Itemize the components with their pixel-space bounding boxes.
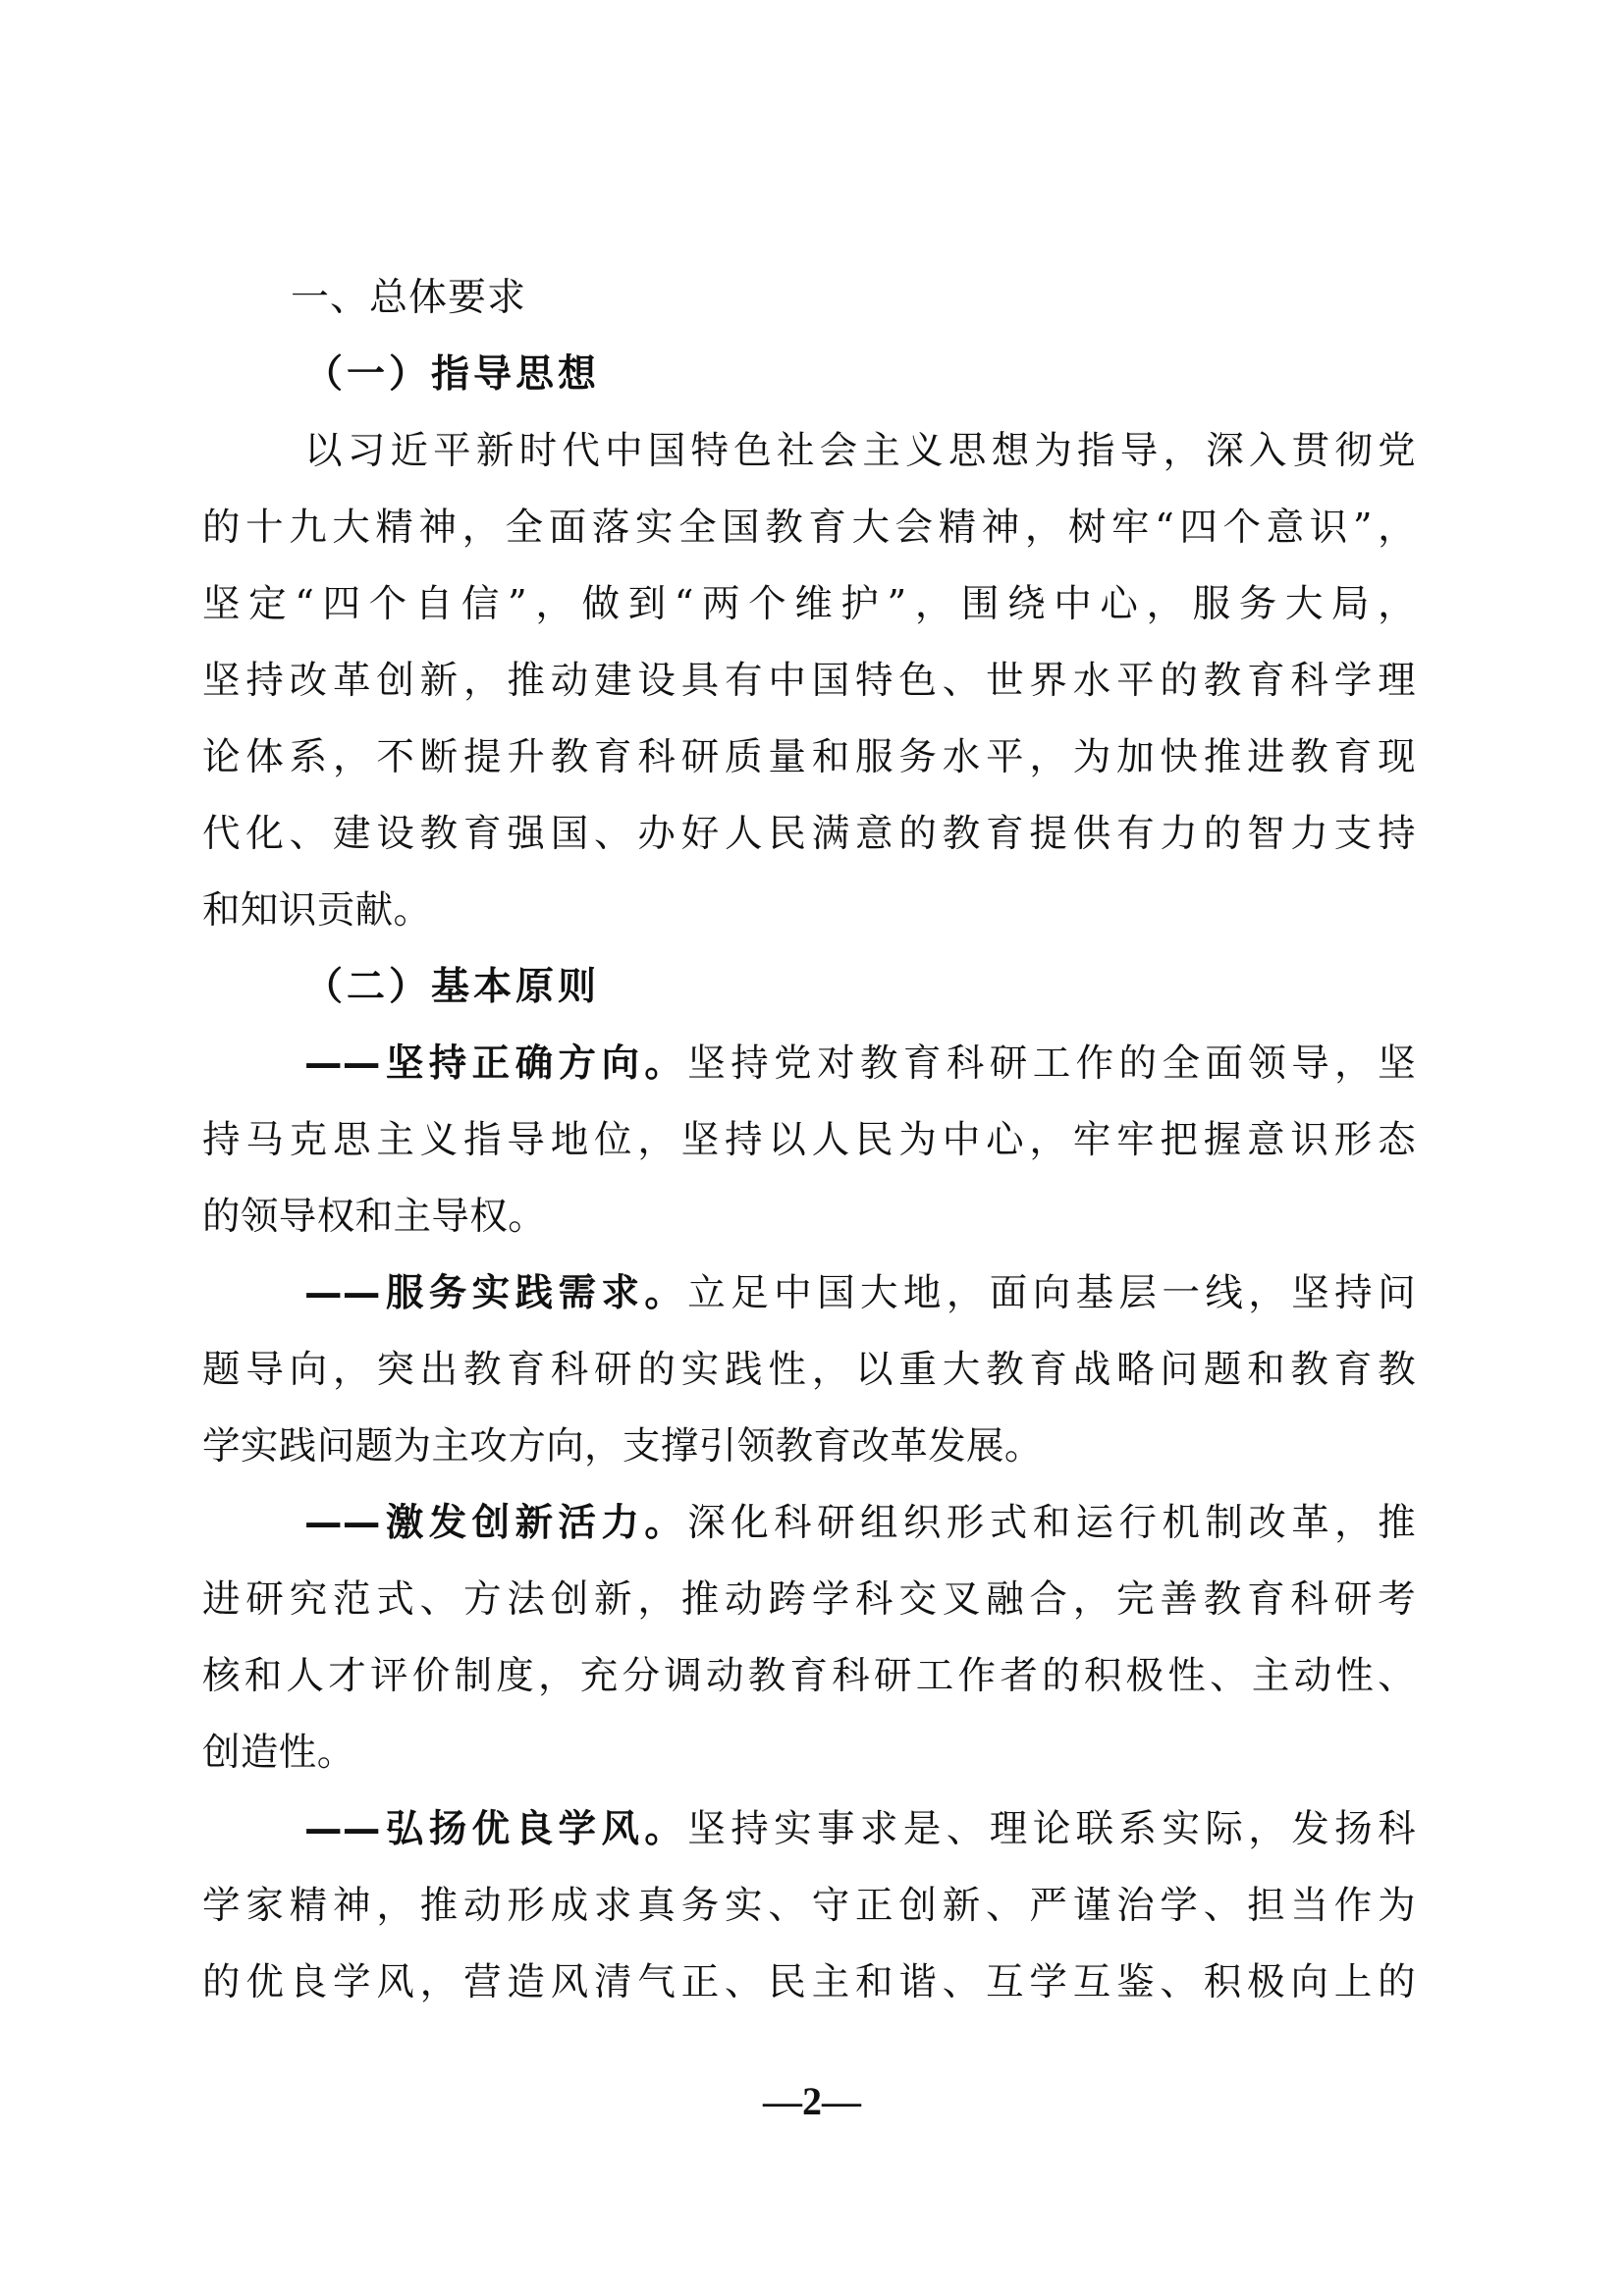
- principle-text: 深化科研组织形式和运行机制改革，推: [687, 1501, 1416, 1545]
- principle-first-line: [304, 1264, 1416, 1323]
- principle-first-line: [304, 1800, 1416, 1859]
- paragraph-line: 以习近平新时代中国特色社会主义思想为指导，深入贯彻党: [304, 429, 1416, 473]
- principle-lead: ——服务实践需求。: [304, 1271, 688, 1315]
- principle-lead: ——弘扬优良学风。: [304, 1807, 688, 1851]
- paragraph-line: 进研究范式、方法创新，推动跨学科交叉融合，完善教育科研考: [202, 1577, 1416, 1622]
- principle-text: 立足中国大地，面向基层一线，坚持问: [687, 1271, 1416, 1315]
- paragraph-line: 和知识贡献。: [202, 888, 432, 933]
- page-number: —2—: [763, 2079, 861, 2123]
- paragraph-line: 坚持改革创新，推动建设具有中国特色、世界水平的教育科学理: [202, 659, 1416, 703]
- subsection-title-basic-principles: （二）基本原则: [304, 965, 601, 1009]
- paragraph-line: 创造性。: [202, 1731, 355, 1775]
- subsection-title-guiding-ideology: （一）指导思想: [304, 352, 601, 397]
- paragraph-line: 的优良学风，营造风清气正、民主和谐、互学互鉴、积极向上的: [202, 1960, 1416, 2004]
- paragraph-line: 代化、建设教育强国、办好人民满意的教育提供有力的智力支持: [202, 812, 1416, 856]
- principle-text: 坚持党对教育科研工作的全面领导，坚: [687, 1041, 1416, 1086]
- paragraph-line: 学实践问题为主攻方向，支撑引领教育改革发展。: [202, 1424, 1043, 1468]
- section-title: 一、总体要求: [291, 276, 527, 320]
- paragraph-line: 题导向，突出教育科研的实践性，以重大教育战略问题和教育教: [202, 1348, 1416, 1392]
- paragraph-line: 持马克思主义指导地位，坚持以人民为中心，牢牢把握意识形态: [202, 1118, 1416, 1162]
- principle-lead: ——坚持正确方向。: [304, 1041, 688, 1086]
- principle-text: 坚持实事求是、理论联系实际，发扬科: [687, 1807, 1416, 1851]
- principle-lead: ——激发创新活力。: [304, 1501, 688, 1545]
- paragraph-line: 的十九大精神，全面落实全国教育大会精神，树牢“四个意识”，: [202, 506, 1416, 550]
- paragraph-line: 学家精神，推动形成求真务实、守正创新、严谨治学、担当作为: [202, 1884, 1416, 1928]
- paragraph-line: 核和人才评价制度，充分调动教育科研工作者的积极性、主动性、: [202, 1654, 1416, 1698]
- paragraph-line: 的领导权和主导权。: [202, 1195, 547, 1239]
- principle-first-line: [304, 1035, 1416, 1094]
- principle-first-line: [304, 1494, 1416, 1553]
- paragraph-line: 论体系，不断提升教育科研质量和服务水平，为加快推进教育现: [202, 735, 1416, 779]
- paragraph-line: 坚定“四个自信”，做到“两个维护”，围绕中心，服务大局，: [202, 582, 1416, 626]
